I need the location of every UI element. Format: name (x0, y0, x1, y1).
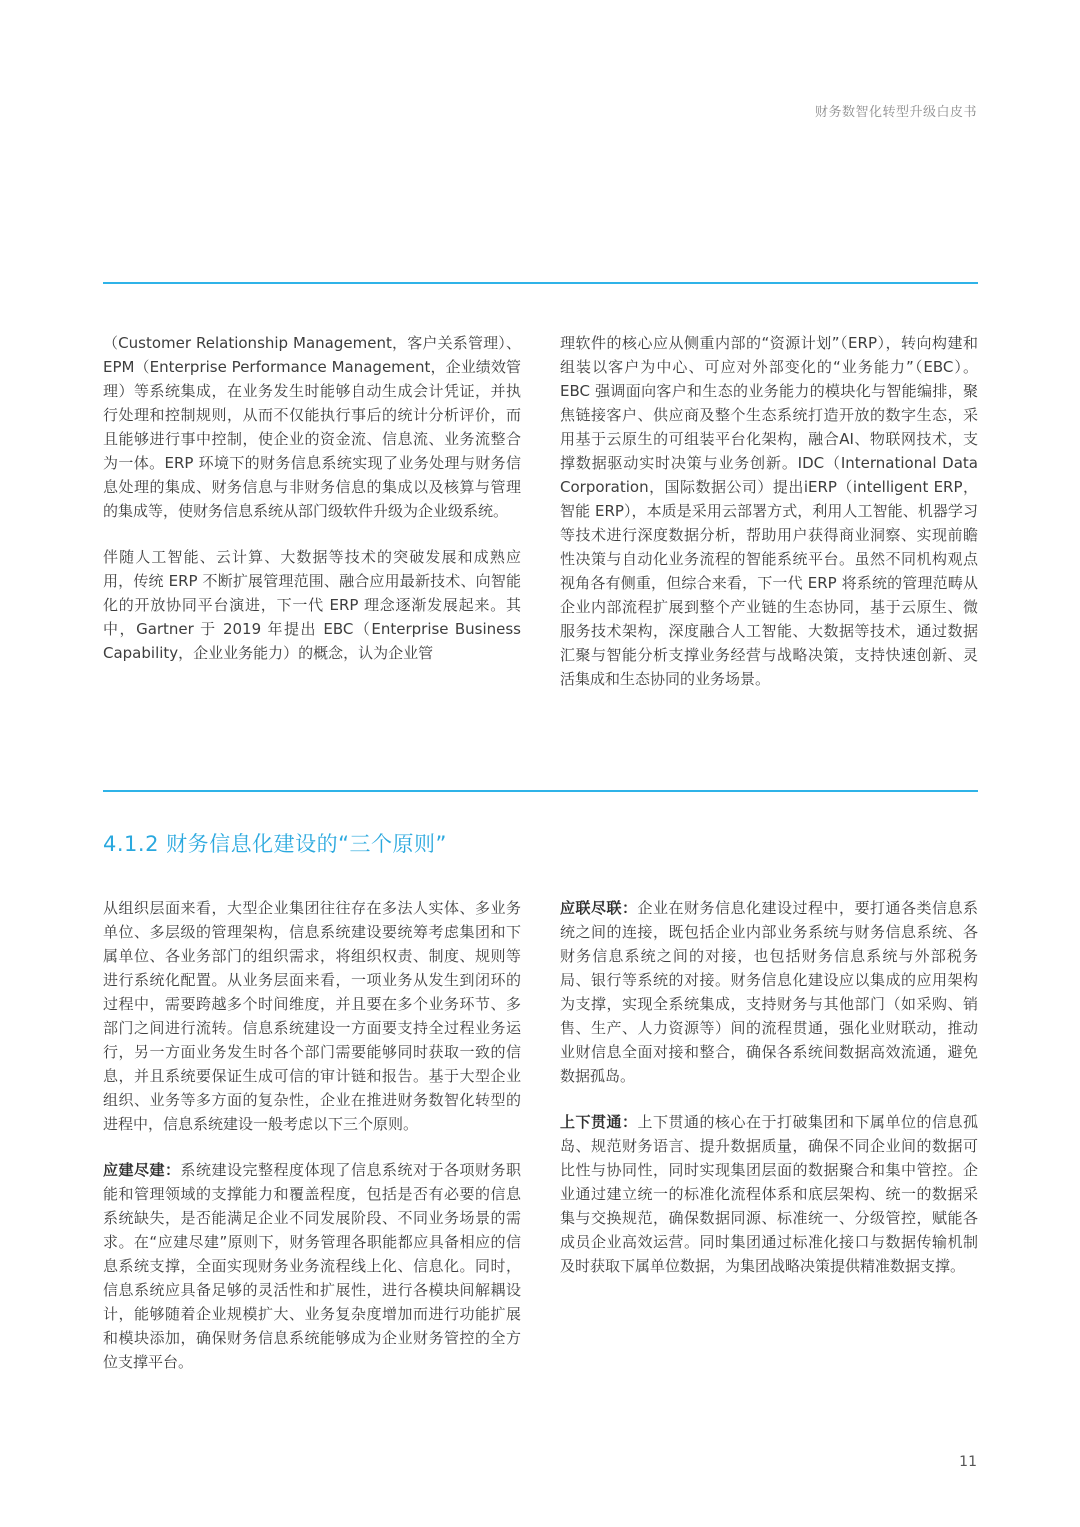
page-number: 11 (959, 1454, 977, 1470)
principle-title: 上下贯通： (560, 1113, 638, 1131)
intro-paragraph: 从组织层面来看，大型企业集团往往存在多法人实体、多业务单位、多层级的管理架构，信息系统建设要统筹考虑集团和下属单位、各业务部门的组织需求，将组织权责、制度、规则等进行系统化配置。从业务层面来看，一项业务从发生到闭环的过程中，需要跨越多个时间维度，并且要在多个业务环节、多部门之间进行流转。信息系统建设一方面要支持全过程业务运行，另一方面业务发生时各个部门需要能够同时获取一致的信息，并且系统要保证生成可信的审计链和报告。基于大型企业组织、业务等多方面的复杂性，企业在推进财务数智化转型的进程中，信息系统建设一般考虑以下三个原则。 (103, 899, 521, 1133)
section-heading: 4.1.2 财务信息化建设的“三个原则” (103, 832, 447, 856)
section2-right-column (560, 896, 978, 1300)
header-title: 财务数智化转型升级白皮书 (814, 105, 977, 120)
principle-paragraph (560, 1110, 978, 1278)
principle-title: 应建尽建： (103, 1161, 181, 1179)
section2-left-column (103, 896, 521, 1396)
section1-left-column (103, 331, 521, 687)
paragraph: （Customer Relationship Management，客户关系管理）、EPM（Enterprise Performance Management，企业绩效管理）等系统集成，在业务发生时能够自动生成会计凭证，并执行处理和控制规则，从而不仅能执行事后的统计分析评价，而且能够进行事中控制，使企业的资金流、信息流、业务流整合为一体。ERP 环境下的财务信息系统实现了业务处理与财务信息处理的集成、财务信息与非财务信息的集成以及核算与管理的集成等，使财务信息系统从部门级软件升级为企业级系统。 (103, 334, 521, 520)
principle-text: 上下贯通的核心在于打破集团和下属单位的信息孤岛、规范财务语言、提升数据质量，确保不同企业间的数据可比性与协同性，同时实现集团层面的数据聚合和集中管控。企业通过建立统一的标准化流程体系和底层架构、统一的数据采集与交换规范，确保数据同源、标准统一、分级管控，赋能各成员企业高效运营。同时集团通过标准化接口与数据传输机制及时获取下属单位数据，为集团战略决策提供精准数据支撑。 (560, 1113, 978, 1275)
principle-paragraph (560, 896, 978, 1088)
section1-right-column (560, 331, 978, 713)
principle-text: 企业在财务信息化建设过程中，要打通各类信息系统之间的连接，既包括企业内部业务系统与财务信息系统、各财务信息系统之间的对接，也包括财务信息系统与外部税务局、银行等系统的对接。财务信息化建设应以集成的应用架构为支撑，实现全系统集成，支持财务与其他部门（如采购、销售、生产、人力资源等）间的流程贯通，强化业财联动，推动业财信息全面对接和整合，确保各系统间数据高效流通，避免数据孤岛。 (560, 899, 978, 1085)
paragraph: 伴随人工智能、云计算、大数据等技术的突破发展和成熟应用，传统 ERP 不断扩展管理范围、融合应用最新技术、向智能化的开放协同平台演进，下一代 ERP 理念逐渐发展起来。其中，Gartner 于 2019 年提出 EBC（Enterprise Business Capability，企业业务能力）的概念，认为企业管 (103, 548, 521, 662)
middle-divider (103, 790, 978, 792)
principle-text: 系统建设完整程度体现了信息系统对于各项财务职能和管理领域的支撑能力和覆盖程度，包括是否有必要的信息系统缺失，是否能满足企业不同发展阶段、不同业务场景的需求。在“应建尽建”原则下，财务管理各职能都应具备相应的信息系统支撑，全面实现财务业务流程线上化、信息化。同时，信息系统应具备足够的灵活性和扩展性，进行各模块间解耦设计，能够随着企业规模扩大、业务复杂度增加而进行功能扩展和模块添加，确保财务信息系统能够成为企业财务管控的全方位支撑平台。 (103, 1161, 521, 1371)
top-divider (103, 282, 978, 284)
principle-title: 应联尽联： (560, 899, 638, 917)
principle-paragraph (103, 1158, 521, 1374)
paragraph: 理软件的核心应从侧重内部的“资源计划”（ERP），转向构建和组装以客户为中心、可应对外部变化的“业务能力”（EBC）。EBC 强调面向客户和生态的业务能力的模块化与智能编排，聚焦链接客户、供应商及整个生态系统打造开放的数字生态，采用基于云原生的可组装平台化架构，融合AI、物联网技术，支撑数据驱动实时决策与业务创新。IDC（International Data Corporation，国际数据公司）提出iERP（intelligent ERP，智能 ERP），本质是采用云部署方式，利用人工智能、机器学习等技术进行深度数据分析，帮助用户获得商业洞察、实现前瞻性决策与自动化业务流程的智能系统平台。虽然不同机构观点视角各有侧重，但综合来看，下一代 ERP 将系统的管理范畴从企业内部流程扩展到整个产业链的生态协同，基于云原生、微服务技术架构，深度融合人工智能、大数据等技术，通过数据汇聚与智能分析支撑业务经营与战略决策，支持快速创新、灵活集成和生态协同的业务场景。 (560, 334, 978, 688)
